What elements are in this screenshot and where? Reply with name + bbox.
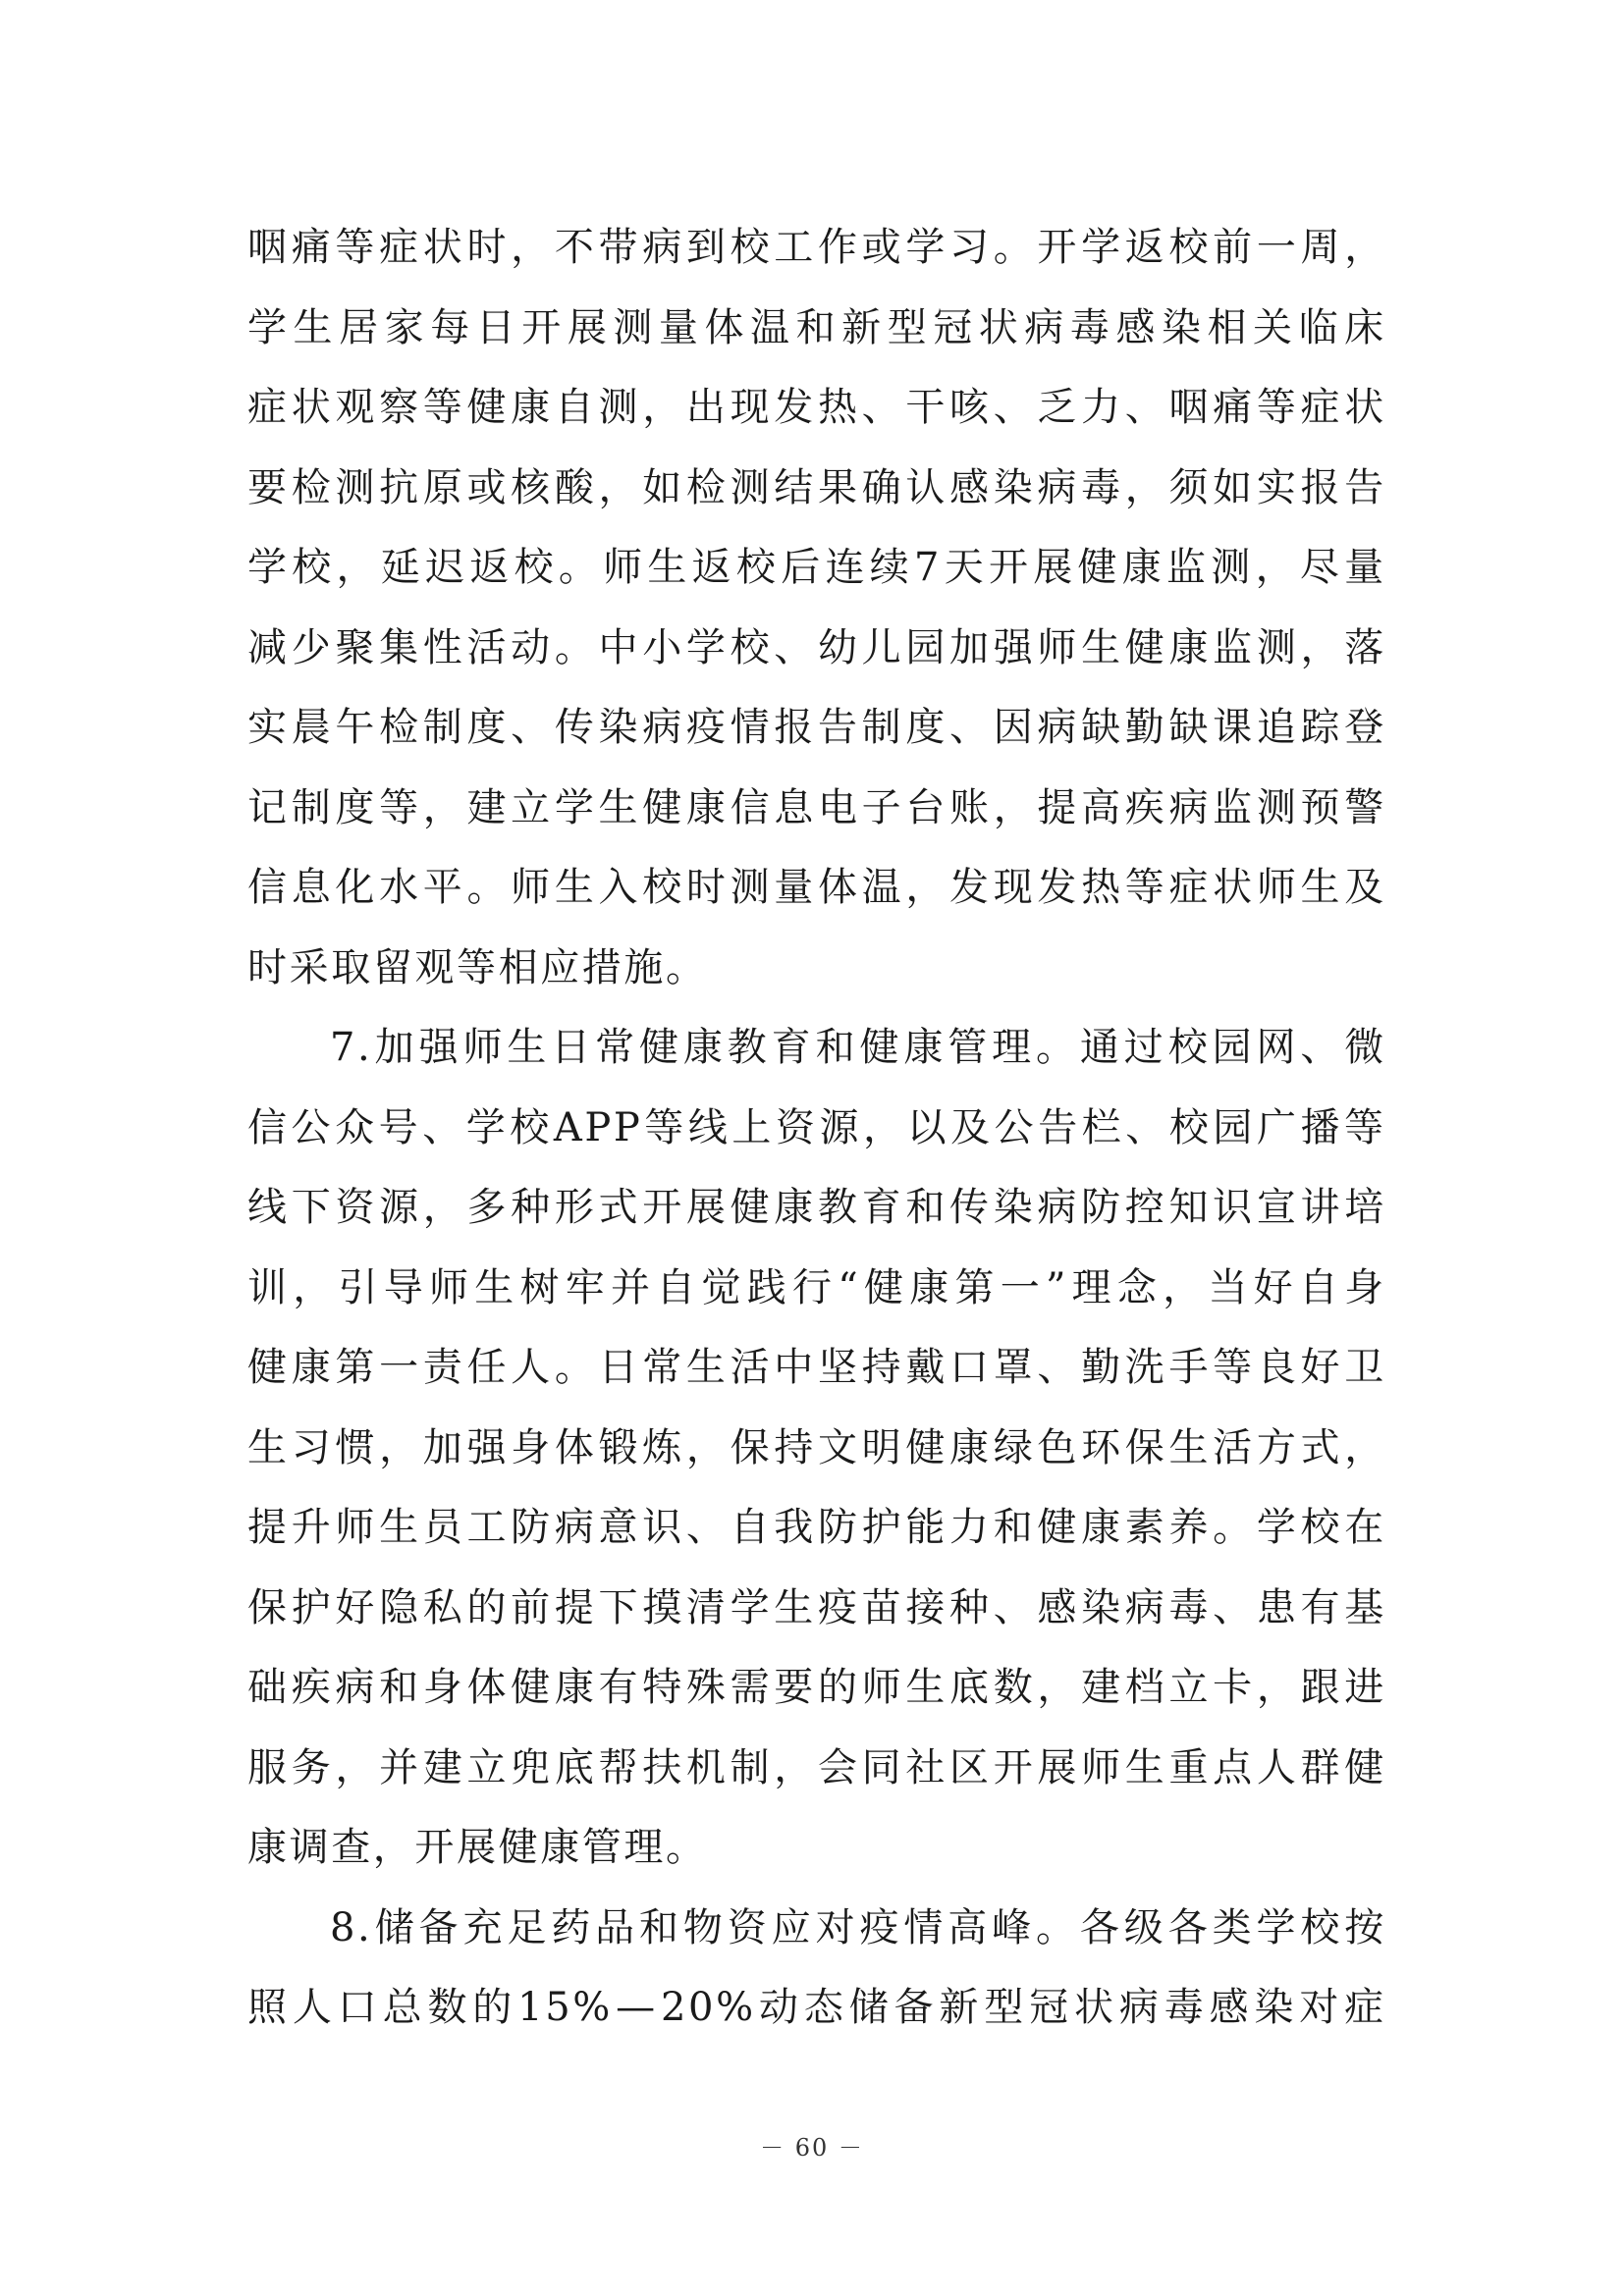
body-text <box>247 208 1386 2049</box>
text-line: 照 人 口 总 数 的 15% — 20% 动 态 储 备 新 型 冠 状 病 毒 感 染 对 症 <box>247 1985 1386 2030</box>
text-line: 保 护 好 隐 私 的 前 提 下 摸 清 学 生 疫 苗 接 种 、 感 染 病 毒 、 患 有 基 <box>247 1584 1386 1630</box>
text-line: 生 习 惯 ， 加 强 身 体 锻 炼 ， 保 持 文 明 健 康 绿 色 环 保 生 活 方 式 ， <box>247 1424 1386 1470</box>
text-line: 咽 痛 等 症 状 时 ， 不 带 病 到 校 工 作 或 学 习 。 开 学 返 校 前 一 周 ， <box>247 225 1386 270</box>
text-line: 服 务 ， 并 建 立 兜 底 帮 扶 机 制 ， 会 同 社 区 开 展 师 生 重 点 人 群 健 <box>247 1744 1386 1790</box>
text-line: 8. 储 备 充 足 药 品 和 物 资 应 对 疫 情 高 峰 。 各 级 各 类 学 校 按 <box>330 1904 1386 1950</box>
text-line: 减 少 聚 集 性 活 动 。 中 小 学 校 、 幼 儿 园 加 强 师 生 健 康 监 测 ， 落 <box>247 624 1386 670</box>
text-line: 学 校 ， 延 迟 返 校 。 师 生 返 校 后 连 续 7 天 开 展 健 康 监 测 ， 尽 量 <box>247 545 1386 590</box>
text-line: 学 生 居 家 每 日 开 展 测 量 体 温 和 新 型 冠 状 病 毒 感 染 相 关 临 床 <box>247 304 1386 350</box>
text-line: 健 康 第 一 责 任 人 。 日 常 生 活 中 坚 持 戴 口 罩 、 勤 洗 手 等 良 好 卫 <box>247 1345 1386 1390</box>
text-line: 信 息 化 水 平 。 师 生 入 校 时 测 量 体 温 ， 发 现 发 热 等 症 状 师 生 及 <box>247 865 1386 910</box>
text-line: 记 制 度 等 ， 建 立 学 生 健 康 信 息 电 子 台 账 ， 提 高 疾 病 监 测 预 警 <box>247 784 1386 830</box>
page-number: － 60 － <box>760 2134 864 2162</box>
text-line: 础 疾 病 和 身 体 健 康 有 特 殊 需 要 的 师 生 底 数 ， 建 档 立 卡 ， 跟 进 <box>247 1665 1386 1710</box>
text-line: 线 下 资 源 ， 多 种 形 式 开 展 健 康 教 育 和 传 染 病 防 控 知 识 宣 讲 培 <box>247 1185 1386 1230</box>
text-line: 提 升 师 生 员 工 防 病 意 识 、 自 我 防 护 能 力 和 健 康 素 养 。 学 校 在 <box>247 1505 1386 1550</box>
text-line: 时采取留观等相应措施。 <box>247 944 708 990</box>
text-line: 症 状 观 察 等 健 康 自 测 ， 出 现 发 热 、 干 咳 、 乏 力 、 咽 痛 等 症 状 <box>247 385 1386 430</box>
text-line: 信 公 众 号 、 学 校 APP 等 线 上 资 源 ， 以 及 公 告 栏 、 校 园 广 播 等 <box>247 1104 1386 1150</box>
text-line: 7. 加 强 师 生 日 常 健 康 教 育 和 健 康 管 理 。 通 过 校 园 网 、 微 <box>330 1025 1386 1070</box>
text-line: 康调查，开展健康管理。 <box>247 1825 708 1870</box>
text-line: 要 检 测 抗 原 或 核 酸 ， 如 检 测 结 果 确 认 感 染 病 毒 ， 须 如 实 报 告 <box>247 464 1386 510</box>
text-line: 实 晨 午 检 制 度 、 传 染 病 疫 情 报 告 制 度 、 因 病 缺 勤 缺 课 追 踪 登 <box>247 705 1386 750</box>
text-line: 训 ， 引 导 师 生 树 牢 并 自 觉 践 行 “ 健 康 第 一 ” 理 念 ， 当 好 自 身 <box>247 1264 1386 1310</box>
